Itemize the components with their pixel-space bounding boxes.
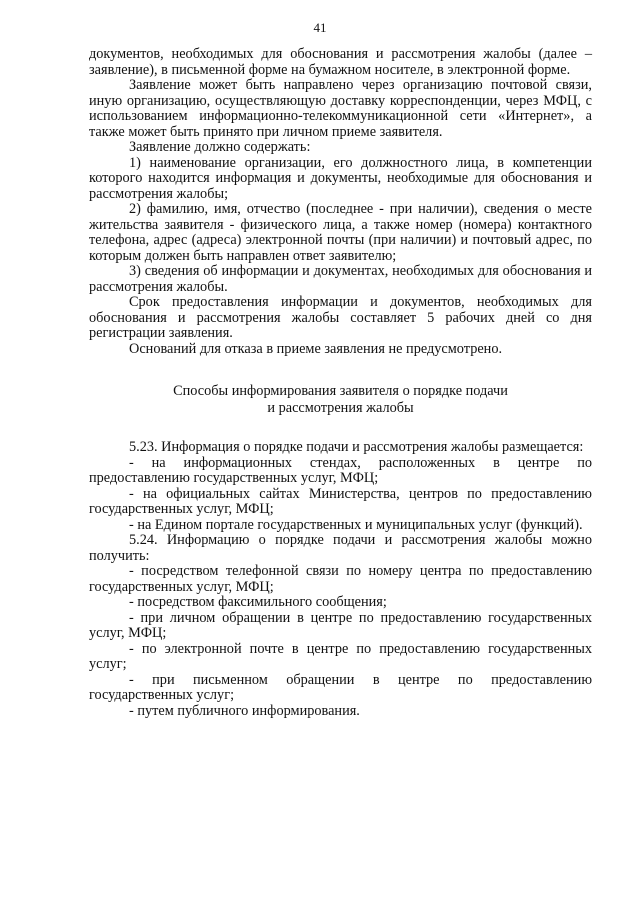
paragraph-bottom-9: - при письменном обращении в центре по предоставлению государственных услуг; <box>89 671 592 703</box>
paragraph-bottom-2: - на официальных сайтах Министерства, центров по предоставлению государственных услуг, МФЦ; <box>89 485 592 517</box>
section-heading-line-1: Способы информирования заявителя о порядке подачи <box>173 383 508 399</box>
document-body <box>89 47 592 719</box>
section-heading <box>89 383 592 417</box>
paragraph-top-6: Срок предоставления информации и документов, необходимых для обоснования и рассмотрения жалобы составляет 5 рабочих дней со дня регистрации заявления. <box>89 294 592 341</box>
paragraph-bottom-4: 5.24. Информацию о порядке подачи и рассмотрения жалобы можно получить: <box>89 532 592 564</box>
paragraph-top-5: 3) сведения об информации и документах, необходимых для обоснования и рассмотрения жалобы. <box>89 263 592 295</box>
paragraph-bottom-8: - по электронной почте в центре по предоставлению государственных услуг; <box>89 640 592 672</box>
paragraph-bottom-10: - путем публичного информирования. <box>129 702 360 719</box>
paragraph-bottom-1: - на информационных стендах, расположенных в центре по предоставлению государственных услуг, МФЦ; <box>89 454 592 486</box>
paragraph-bottom-0: 5.23. Информация о порядке подачи и рассмотрения жалобы размещается: <box>129 439 584 455</box>
paragraph-top-1: Заявление может быть направлено через организацию почтовой связи, иную организацию, осуществляющую доставку корреспонденции, через МФЦ, с использованием информационно-телекоммуникационной сети «Интернет», а также может быть принято при личном приеме заявителя. <box>89 77 592 140</box>
paragraph-top-2: Заявление должно содержать: <box>129 139 311 155</box>
section-statement-requirements <box>89 47 592 357</box>
section-informing-methods <box>89 440 592 719</box>
paragraph-top-7: Оснований для отказа в приеме заявления не предусмотрено. <box>129 340 503 357</box>
paragraph-bottom-6: - посредством факсимильного сообщения; <box>129 594 387 610</box>
page-number: 41 <box>313 20 327 35</box>
section-heading-line-2: и рассмотрения жалобы <box>267 400 414 416</box>
paragraph-top-0: документов, необходимых для обоснования и рассмотрения жалобы (далее – заявление), в письменной форме на бумажном носителе, в электронной форме. <box>89 46 592 78</box>
paragraph-bottom-3: - на Едином портале государственных и муниципальных услуг (функций). <box>129 516 583 533</box>
paragraph-top-4: 2) фамилию, имя, отчество (последнее - при наличии), сведения о месте жительства заявителя - физического лица, а также номер (номера) контактного телефона, адрес (адреса) электронной почты (при наличии) и почтовый адрес, по которым должен быть направлен ответ заявителю; <box>89 201 592 264</box>
paragraph-top-3: 1) наименование организации, его должностного лица, в компетенции которого находится информация и документы, необходимые для обоснования и рассмотрения жалобы; <box>89 154 592 202</box>
paragraph-bottom-5: - посредством телефонной связи по номеру центра по предоставлению государственных услуг, МФЦ; <box>89 563 592 595</box>
paragraph-bottom-7: - при личном обращении в центре по предоставлению государственных услуг, МФЦ; <box>89 609 592 641</box>
